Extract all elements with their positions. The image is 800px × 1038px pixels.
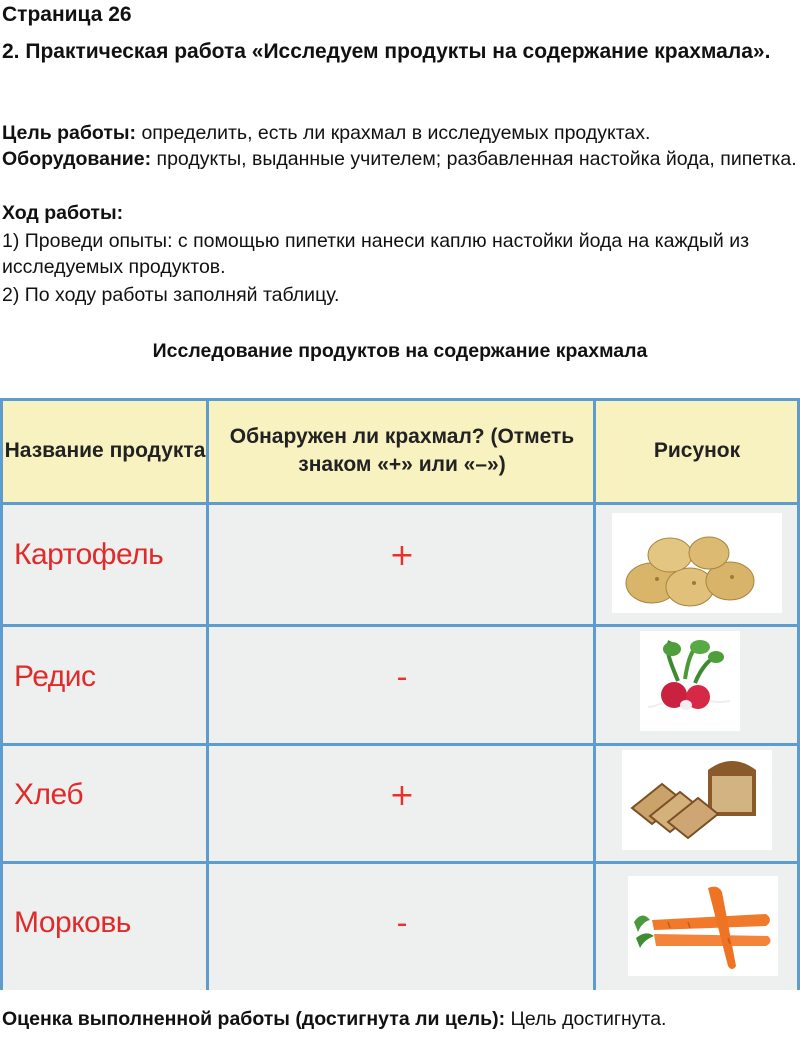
goal-text: определить, есть ли крахмал в исследуемых продуктах. (136, 122, 651, 144)
potatoes-icon (612, 513, 782, 613)
goal-line (2, 120, 798, 146)
row-product-name: Картофель (14, 538, 164, 571)
grid-line (0, 624, 800, 627)
equipment-line (2, 146, 798, 172)
starch-table (0, 398, 800, 990)
evaluation-text: Цель достигнута. (505, 1008, 667, 1030)
row-product-name: Хлеб (14, 778, 84, 811)
row-starch-mark: + (389, 538, 415, 573)
grid-line (0, 861, 800, 864)
header-product-name: Название продукта (4, 439, 206, 462)
page-heading: Страница 26 (2, 3, 132, 26)
task-title: 2. Практическая работа «Исследуем продукты на содержание крахмала». (2, 40, 771, 63)
bread-icon (622, 750, 772, 850)
row-product-name: Морковь (14, 906, 131, 939)
step-2: 2) По ходу работы заполняй таблицу. (2, 284, 340, 306)
goal-label: Цель работы: (2, 122, 137, 144)
table-caption: Исследование продуктов на содержание крахмала (152, 340, 648, 362)
step-1: 1) Проведи опыты: с помощью пипетки нанеси каплю настойки йода на каждый из исследуемых продуктов. (2, 230, 750, 278)
row-starch-mark: - (396, 660, 408, 695)
header-picture: Рисунок (653, 439, 741, 462)
row-starch-mark: + (389, 778, 415, 813)
evaluation-label: Оценка выполненной работы (достигнута ли цель): (2, 1008, 506, 1030)
grid-line (0, 743, 800, 746)
row-product-name: Редис (14, 660, 96, 693)
grid-line (206, 398, 209, 990)
radish-icon (640, 631, 740, 731)
header-starch-found: Обнаружен ли крахмал? (Отметь знаком «+» или «–») (229, 425, 575, 476)
grid-line (0, 502, 800, 505)
row-starch-mark: - (396, 906, 408, 941)
carrots-icon (628, 876, 778, 976)
course-label: Ход работы: (2, 202, 124, 224)
evaluation-line (2, 1006, 798, 1032)
equipment-text: продукты, выданные учителем; разбавленная настойка йода, пипетка. (151, 148, 797, 170)
grid-line (0, 398, 800, 401)
grid-line (0, 398, 3, 990)
equipment-label: Оборудование: (2, 148, 152, 170)
